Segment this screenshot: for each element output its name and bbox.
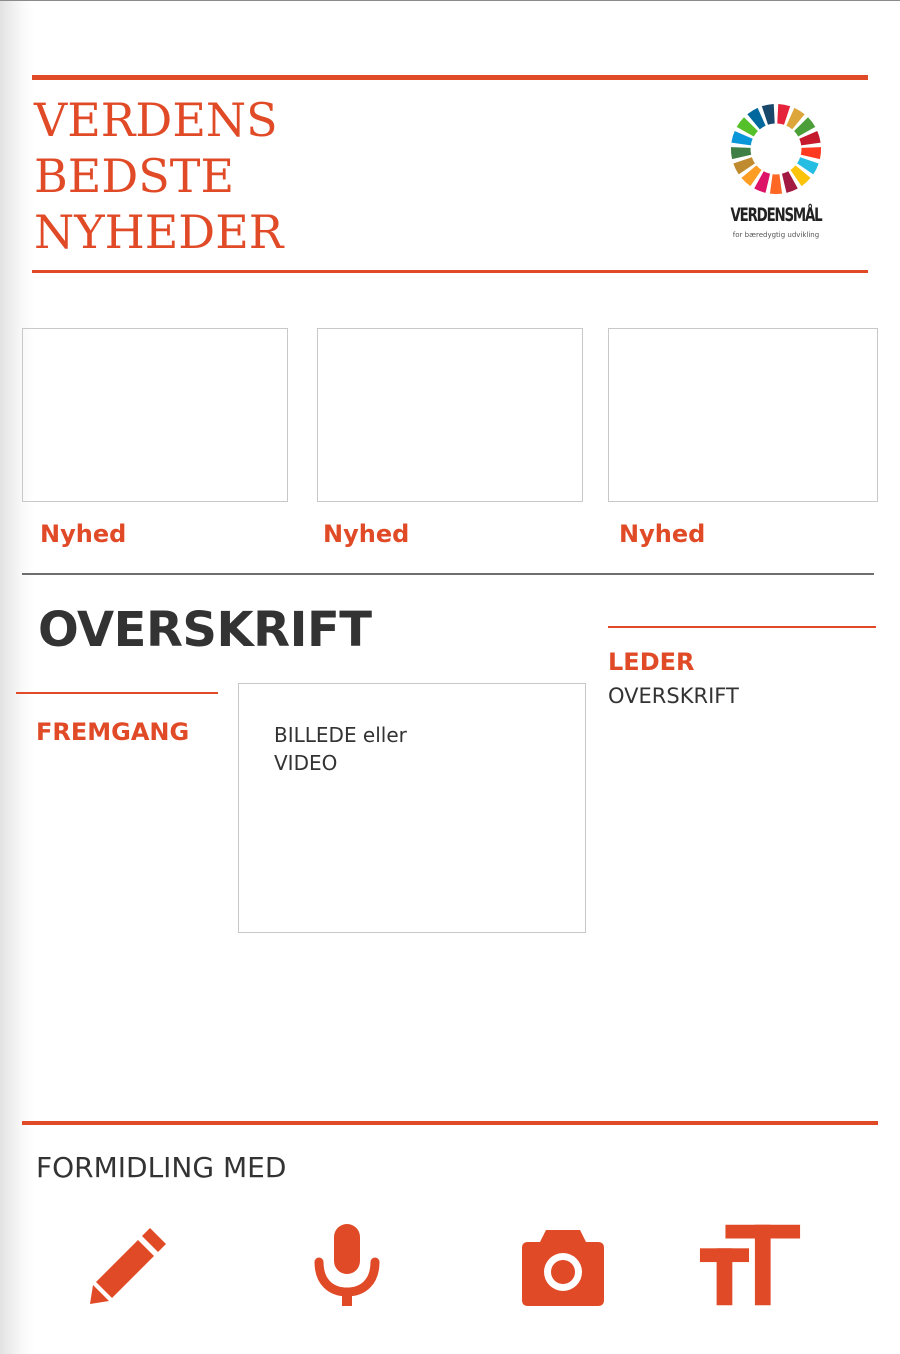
page-edge-shadow — [0, 0, 34, 1354]
masthead-top-rule — [32, 75, 868, 80]
microphone-icon[interactable] — [304, 1222, 390, 1308]
sdg-logo-subtitle: for bæredygtig udvikling — [732, 231, 820, 239]
news-image-box[interactable] — [317, 328, 583, 502]
masthead-line: VERDENS — [34, 93, 278, 147]
masthead-bottom-rule — [32, 270, 868, 273]
text-size-icon[interactable] — [696, 1222, 804, 1308]
news-label[interactable]: Nyhed — [40, 520, 127, 548]
news-label[interactable]: Nyhed — [619, 520, 706, 548]
footer-rule — [22, 1121, 878, 1125]
sdg-logo — [712, 100, 840, 248]
news-image-box[interactable] — [608, 328, 878, 502]
camera-icon[interactable] — [520, 1222, 606, 1308]
sdg-wheel-segment — [731, 147, 751, 159]
article-headline[interactable]: OVERSKRIFT — [38, 602, 372, 658]
news-image-box[interactable] — [22, 328, 288, 502]
leader-label[interactable]: LEDER — [608, 648, 695, 676]
media-text-line: BILLEDE eller — [274, 723, 407, 747]
footer-heading: FORMIDLING MED — [36, 1151, 287, 1184]
progress-rule — [16, 692, 218, 694]
media-text-line: VIDEO — [274, 751, 338, 775]
sdg-wheel-segment — [770, 174, 782, 194]
masthead-line: NYHEDER — [34, 205, 284, 259]
pencil-icon[interactable] — [86, 1222, 172, 1308]
leader-rule — [608, 626, 876, 628]
leader-subtitle[interactable]: OVERSKRIFT — [608, 684, 739, 708]
sdg-wheel-segment — [801, 147, 821, 159]
news-label[interactable]: Nyhed — [323, 520, 410, 548]
progress-label[interactable]: FREMGANG — [36, 718, 190, 746]
masthead-line: BEDSTE — [34, 149, 235, 203]
media-placeholder[interactable] — [238, 683, 586, 933]
media-placeholder-text — [274, 721, 407, 777]
sdg-logo-title: VERDENSMÅL — [730, 204, 822, 226]
section-divider — [22, 573, 874, 575]
sdg-wheel-icon — [727, 100, 825, 198]
masthead-title — [34, 92, 283, 260]
top-border — [0, 0, 900, 1]
